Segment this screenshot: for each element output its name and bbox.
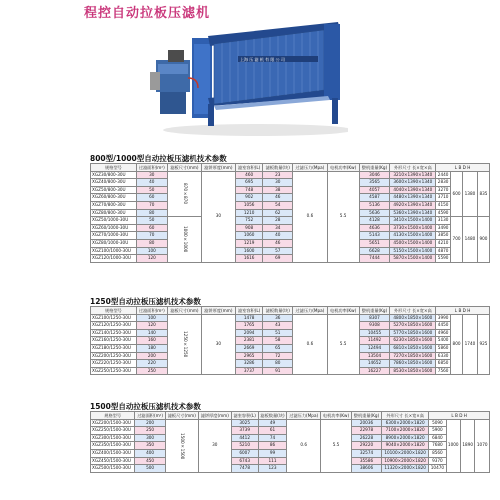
weight-cell: 14652 bbox=[359, 360, 390, 368]
table-row bbox=[91, 314, 490, 322]
plate-size-cell: 1250×1250 bbox=[167, 314, 201, 375]
dimensions-cell: 6810×1850×1600 bbox=[390, 344, 436, 352]
weight-cell: 16227 bbox=[359, 367, 390, 375]
column-header: 滤板尺寸(mm) bbox=[165, 412, 198, 420]
area-cell: 250 bbox=[136, 367, 167, 375]
weight-cell: 6628 bbox=[359, 247, 390, 255]
cake-thickness-cell: 30 bbox=[201, 314, 235, 375]
weight-cell: 9308 bbox=[359, 322, 390, 330]
b-cell: 700 bbox=[451, 217, 463, 263]
dimensions-cell: 5360×1390×1340 bbox=[390, 209, 436, 217]
area-cell: 500 bbox=[135, 465, 165, 473]
plate-count-cell: 58 bbox=[263, 337, 293, 345]
dimensions-cell: 4040×1390×1340 bbox=[390, 186, 436, 194]
model-cell: XGZ30/800-30U bbox=[91, 171, 137, 179]
table-row bbox=[91, 224, 490, 232]
d-cell: 1740 bbox=[463, 314, 478, 375]
area-cell: 60 bbox=[136, 224, 167, 232]
model-cell: XGZ140/1250-30U bbox=[91, 329, 137, 337]
area-cell: 30 bbox=[136, 171, 167, 179]
weight-cell: 5651 bbox=[359, 239, 390, 247]
column-header: 滤板数量(块) bbox=[263, 307, 293, 315]
dimensions-cell: 11320×2000×1820 bbox=[382, 465, 429, 473]
model-cell: XGZ180/1250-30U bbox=[91, 344, 137, 352]
plate-count-cell: 34 bbox=[263, 224, 293, 232]
length-cell: 5590 bbox=[436, 255, 451, 263]
table-row bbox=[91, 194, 490, 202]
b-cell: 800 bbox=[451, 314, 463, 375]
section-heading-1500: 1500型自动拉板压滤机技术参数 bbox=[90, 402, 201, 411]
model-cell: XGZ120/1000-30U bbox=[91, 255, 137, 263]
page-title: 程控自动拉板压滤机 bbox=[84, 6, 211, 21]
dimensions-cell: 10900×2000×1820 bbox=[382, 457, 429, 465]
weight-cell: 4128 bbox=[359, 217, 390, 225]
length-cell: 4960 bbox=[436, 329, 451, 337]
model-cell: XGZ450/1500-30U bbox=[91, 457, 135, 465]
length-cell: 5400 bbox=[436, 337, 451, 345]
pressure-cell: 0.6 bbox=[287, 419, 321, 472]
weight-cell: 38606 bbox=[351, 465, 381, 473]
model-cell: XGZ160/1250-30U bbox=[91, 337, 137, 345]
length-cell: 5860 bbox=[436, 344, 451, 352]
weight-cell: 29220 bbox=[351, 442, 381, 450]
column-header: 外形尺寸 长×宽×高 bbox=[382, 412, 429, 420]
volume-cell: 3739 bbox=[231, 427, 258, 435]
weight-cell: 8307 bbox=[359, 314, 390, 322]
model-cell: XGZ120/1250-30U bbox=[91, 322, 137, 330]
table-row bbox=[91, 367, 490, 375]
dimensions-cell: 6230×1850×1600 bbox=[390, 337, 436, 345]
model-cell: XGZ400/1500-30U bbox=[91, 449, 135, 457]
dimensions-cell: 8530×1850×1600 bbox=[390, 367, 436, 375]
area-cell: 180 bbox=[136, 344, 167, 352]
column-header: L B D H bbox=[436, 164, 490, 172]
table-row bbox=[91, 239, 490, 247]
model-cell: XGZ70/1000-30U bbox=[91, 232, 137, 240]
volume-cell: 1616 bbox=[235, 255, 263, 263]
length-cell: 9370 bbox=[429, 457, 446, 465]
column-header: 外形尺寸 长×宽×高 bbox=[390, 164, 436, 172]
volume-cell: 1600 bbox=[235, 247, 263, 255]
volume-cell: 1210 bbox=[235, 209, 263, 217]
table-row bbox=[91, 209, 490, 217]
table-row bbox=[91, 179, 490, 187]
plate-count-cell: 65 bbox=[263, 344, 293, 352]
volume-cell: 1056 bbox=[235, 201, 263, 209]
column-header: 滤饼厚度(mm) bbox=[201, 164, 235, 172]
model-cell: XGZ50/800-30U bbox=[91, 186, 137, 194]
plate-count-cell: 74 bbox=[258, 434, 287, 442]
dimensions-cell: 3210×1390×1340 bbox=[390, 171, 436, 179]
power-cell: 5.5 bbox=[327, 171, 359, 262]
volume-cell: 902 bbox=[235, 194, 263, 202]
d-cell: 1380 bbox=[463, 171, 478, 217]
volume-cell: 2381 bbox=[235, 337, 263, 345]
column-header: 整机重量(Kg) bbox=[359, 164, 390, 172]
filter-press-illustration bbox=[148, 18, 348, 140]
model-cell: XGZ50/1000-30U bbox=[91, 217, 137, 225]
model-cell: XGZ40/800-30U bbox=[91, 179, 137, 187]
dimensions-cell: 3730×1500×1400 bbox=[390, 224, 436, 232]
dimensions-cell: 5150×1500×1400 bbox=[390, 247, 436, 255]
weight-cell: 5136 bbox=[359, 201, 390, 209]
length-cell: 8560 bbox=[429, 449, 446, 457]
volume-cell: 2965 bbox=[235, 352, 263, 360]
length-cell: 6840 bbox=[429, 434, 446, 442]
dimensions-cell: 4480×1390×1340 bbox=[390, 194, 436, 202]
weight-cell: 3565 bbox=[359, 179, 390, 187]
dimensions-cell: 7100×2000×1820 bbox=[382, 427, 429, 435]
length-cell: 4210 bbox=[436, 239, 451, 247]
volume-cell: 6007 bbox=[231, 449, 258, 457]
spec-table-1500 bbox=[90, 411, 490, 473]
model-cell: XGZ80/800-30U bbox=[91, 209, 137, 217]
plate-size-cell: 1000×1000 bbox=[167, 217, 201, 263]
area-cell: 140 bbox=[136, 329, 167, 337]
column-header: L B D H bbox=[436, 307, 490, 315]
dimensions-cell: 4920×1390×1340 bbox=[390, 201, 436, 209]
plate-count-cell: 46 bbox=[263, 239, 293, 247]
length-cell: 5090 bbox=[429, 419, 446, 427]
volume-cell: 2669 bbox=[235, 344, 263, 352]
plate-count-cell: 43 bbox=[263, 322, 293, 330]
cake-thickness-cell: 30 bbox=[201, 171, 235, 262]
column-header: 外形尺寸 长×宽×高 bbox=[390, 307, 436, 315]
spec-table-1250 bbox=[90, 306, 490, 375]
table-row bbox=[91, 344, 490, 352]
model-cell: XGZ500/1500-30U bbox=[91, 465, 135, 473]
weight-cell: 7444 bbox=[359, 255, 390, 263]
area-cell: 120 bbox=[136, 255, 167, 263]
column-header: 过滤压力(Mpa) bbox=[287, 412, 321, 420]
model-cell: XGZ60/800-30U bbox=[91, 194, 137, 202]
column-header: 过滤压力(Mpa) bbox=[293, 164, 328, 172]
volume-cell: 1478 bbox=[235, 314, 263, 322]
table-row bbox=[91, 419, 490, 427]
area-cell: 100 bbox=[136, 247, 167, 255]
area-cell: 250 bbox=[135, 427, 165, 435]
weight-cell: 4636 bbox=[359, 224, 390, 232]
table-row bbox=[91, 352, 490, 360]
power-cell: 5.5 bbox=[327, 314, 359, 375]
column-header: 整机重量(Kg) bbox=[359, 307, 390, 315]
table-header-row bbox=[91, 307, 490, 315]
length-cell: 6330 bbox=[436, 352, 451, 360]
plate-count-cell: 69 bbox=[263, 255, 293, 263]
plate-count-cell: 23 bbox=[263, 171, 293, 179]
table-row bbox=[91, 322, 490, 330]
column-header: 滤板尺寸(mm) bbox=[167, 307, 201, 315]
dimensions-cell: 5270×1850×1600 bbox=[390, 322, 436, 330]
table-row bbox=[91, 217, 490, 225]
area-cell: 220 bbox=[136, 360, 167, 368]
plate-count-cell: 62 bbox=[263, 209, 293, 217]
machine-nameplate: 上海 压 滤 机 有 限 公 司 bbox=[240, 57, 285, 62]
dimensions-cell: 6300×2000×1820 bbox=[382, 419, 429, 427]
length-cell: 4590 bbox=[436, 209, 451, 217]
plate-count-cell: 30 bbox=[263, 179, 293, 187]
table-row bbox=[91, 255, 490, 263]
model-cell: XGZ100/1000-30U bbox=[91, 247, 137, 255]
power-cell: 5.5 bbox=[321, 419, 352, 472]
h-cell: 900 bbox=[477, 217, 489, 263]
length-cell: 3710 bbox=[436, 194, 451, 202]
column-header: 规格型号 bbox=[91, 164, 137, 172]
volume-cell: 5210 bbox=[231, 442, 258, 450]
plate-count-cell: 91 bbox=[263, 367, 293, 375]
plate-size-cell: 1500×1500 bbox=[165, 419, 198, 472]
weight-cell: 4057 bbox=[359, 186, 390, 194]
plate-count-cell: 111 bbox=[258, 457, 287, 465]
length-cell: 2440 bbox=[436, 171, 451, 179]
volume-cell: 1060 bbox=[235, 232, 263, 240]
pressure-cell: 0.6 bbox=[293, 314, 328, 375]
dimensions-cell: 3410×1500×1400 bbox=[390, 217, 436, 225]
model-cell: XGZ100/1250-30U bbox=[91, 314, 137, 322]
table-row bbox=[91, 337, 490, 345]
weight-cell: 32574 bbox=[351, 449, 381, 457]
table-row bbox=[91, 171, 490, 179]
column-header: 滤板尺寸(mm) bbox=[167, 164, 201, 172]
column-header: 滤板数量(块) bbox=[258, 412, 287, 420]
length-cell: 3490 bbox=[436, 224, 451, 232]
length-cell: 3850 bbox=[436, 232, 451, 240]
area-cell: 350 bbox=[135, 442, 165, 450]
volume-cell: 908 bbox=[235, 224, 263, 232]
area-cell: 80 bbox=[136, 239, 167, 247]
volume-cell: 1219 bbox=[235, 239, 263, 247]
plate-count-cell: 86 bbox=[258, 442, 287, 450]
volume-cell: 7478 bbox=[231, 465, 258, 473]
length-cell: 5900 bbox=[429, 427, 446, 435]
model-cell: XGZ70/800-30U bbox=[91, 201, 137, 209]
column-header: 电机功率(Kw) bbox=[327, 164, 359, 172]
dimensions-cell: 3600×1390×1340 bbox=[390, 179, 436, 187]
area-cell: 60 bbox=[136, 194, 167, 202]
plate-count-cell: 123 bbox=[258, 465, 287, 473]
area-cell: 100 bbox=[136, 314, 167, 322]
column-header: L B D H bbox=[429, 412, 490, 420]
weight-cell: 22978 bbox=[351, 427, 381, 435]
column-header: 滤室容积(L) bbox=[231, 412, 258, 420]
dimensions-cell: 8900×2000×1820 bbox=[382, 434, 429, 442]
plate-count-cell: 49 bbox=[258, 419, 287, 427]
model-cell: XGZ250/1250-30U bbox=[91, 367, 137, 375]
model-cell: XGZ60/1000-30U bbox=[91, 224, 137, 232]
area-cell: 200 bbox=[135, 419, 165, 427]
area-cell: 70 bbox=[136, 201, 167, 209]
volume-cell: 695 bbox=[235, 179, 263, 187]
column-header: 过滤面积(m²) bbox=[136, 164, 167, 172]
area-cell: 400 bbox=[135, 449, 165, 457]
b-cell: 600 bbox=[451, 171, 463, 217]
dimensions-cell: 10100×2000×1820 bbox=[382, 449, 429, 457]
column-header: 电机功率(Kw) bbox=[321, 412, 352, 420]
column-header: 过滤面积(m²) bbox=[135, 412, 165, 420]
length-cell: 3270 bbox=[436, 186, 451, 194]
d-cell: 1480 bbox=[463, 217, 478, 263]
plate-count-cell: 51 bbox=[263, 329, 293, 337]
plate-count-cell: 61 bbox=[258, 427, 287, 435]
weight-cell: 35586 bbox=[351, 457, 381, 465]
area-cell: 50 bbox=[136, 217, 167, 225]
volume-cell: 3737 bbox=[235, 367, 263, 375]
plate-count-cell: 28 bbox=[263, 217, 293, 225]
weight-cell: 10455 bbox=[359, 329, 390, 337]
length-cell: 7560 bbox=[436, 367, 451, 375]
h-cell: 925 bbox=[477, 314, 489, 375]
table-row bbox=[91, 232, 490, 240]
model-cell: XGZ200/1500-30U bbox=[91, 419, 135, 427]
table-row bbox=[91, 201, 490, 209]
column-header: 滤板数量(块) bbox=[263, 164, 293, 172]
volume-cell: 3286 bbox=[235, 360, 263, 368]
model-cell: XGZ220/1250-30U bbox=[91, 360, 137, 368]
area-cell: 300 bbox=[135, 434, 165, 442]
dimensions-cell: 4800×1850×1600 bbox=[390, 314, 436, 322]
column-header: 整机重量(Kg) bbox=[351, 412, 381, 420]
volume-cell: 4412 bbox=[231, 434, 258, 442]
table-row bbox=[91, 186, 490, 194]
length-cell: 10470 bbox=[429, 465, 446, 473]
weight-cell: 4587 bbox=[359, 194, 390, 202]
column-header: 规格型号 bbox=[91, 307, 137, 315]
dimensions-cell: 9040×2000×1820 bbox=[382, 442, 429, 450]
model-cell: XGZ80/1000-30U bbox=[91, 239, 137, 247]
h-cell: 1070 bbox=[475, 419, 490, 472]
plate-count-cell: 40 bbox=[263, 232, 293, 240]
model-cell: XGZ250/1500-30U bbox=[91, 427, 135, 435]
cake-thickness-cell: 30 bbox=[198, 419, 231, 472]
column-header: 滤饼厚度(mm) bbox=[198, 412, 231, 420]
dimensions-cell: 4500×1500×1400 bbox=[390, 239, 436, 247]
length-cell: 3990 bbox=[436, 314, 451, 322]
h-cell: 835 bbox=[477, 171, 489, 217]
area-cell: 450 bbox=[135, 457, 165, 465]
weight-cell: 5143 bbox=[359, 232, 390, 240]
weight-cell: 20036 bbox=[351, 419, 381, 427]
dimensions-cell: 7270×1850×1600 bbox=[390, 352, 436, 360]
plate-count-cell: 38 bbox=[263, 186, 293, 194]
plate-count-cell: 72 bbox=[263, 352, 293, 360]
section-heading-1250: 1250型自动拉板压滤机技术参数 bbox=[90, 297, 201, 306]
length-cell: 2830 bbox=[436, 179, 451, 187]
volume-cell: 752 bbox=[235, 217, 263, 225]
column-header: 滤室容积(L) bbox=[235, 164, 263, 172]
length-cell: 7680 bbox=[429, 442, 446, 450]
plate-size-cell: 870×870 bbox=[167, 171, 201, 217]
weight-cell: 11492 bbox=[359, 337, 390, 345]
area-cell: 70 bbox=[136, 232, 167, 240]
table-header-row bbox=[91, 164, 490, 172]
area-cell: 80 bbox=[136, 209, 167, 217]
dimensions-cell: 7860×1850×1600 bbox=[390, 360, 436, 368]
table-header-row bbox=[91, 412, 490, 420]
d-cell: 1890 bbox=[460, 419, 474, 472]
column-header: 电机功率(Kw) bbox=[327, 307, 359, 315]
table-row bbox=[91, 329, 490, 337]
weight-cell: 26228 bbox=[351, 434, 381, 442]
plate-count-cell: 80 bbox=[263, 360, 293, 368]
length-cell: 4150 bbox=[436, 201, 451, 209]
section-heading-800-1000: 800型/1000型自动拉板压滤机技术参数 bbox=[90, 154, 227, 163]
volume-cell: 460 bbox=[235, 171, 263, 179]
spec-table-800-1000 bbox=[90, 163, 490, 263]
volume-cell: 6743 bbox=[231, 457, 258, 465]
model-cell: XGZ300/1500-30U bbox=[91, 434, 135, 442]
length-cell: 4870 bbox=[436, 247, 451, 255]
table-row bbox=[91, 360, 490, 368]
area-cell: 200 bbox=[136, 352, 167, 360]
volume-cell: 3025 bbox=[231, 419, 258, 427]
pressure-cell: 0.6 bbox=[293, 171, 328, 262]
length-cell: 3130 bbox=[436, 217, 451, 225]
dimensions-cell: 5770×1850×1600 bbox=[390, 329, 436, 337]
area-cell: 120 bbox=[136, 322, 167, 330]
weight-cell: 13504 bbox=[359, 352, 390, 360]
weight-cell: 12494 bbox=[359, 344, 390, 352]
volume-cell: 1765 bbox=[235, 322, 263, 330]
weight-cell: 3046 bbox=[359, 171, 390, 179]
area-cell: 160 bbox=[136, 337, 167, 345]
plate-count-cell: 54 bbox=[263, 201, 293, 209]
column-header: 滤室容积(L) bbox=[235, 307, 263, 315]
volume-cell: 2094 bbox=[235, 329, 263, 337]
column-header: 过滤面积(m²) bbox=[136, 307, 167, 315]
model-cell: XGZ350/1500-30U bbox=[91, 442, 135, 450]
area-cell: 50 bbox=[136, 186, 167, 194]
model-cell: XGZ200/1250-30U bbox=[91, 352, 137, 360]
plate-count-cell: 46 bbox=[263, 194, 293, 202]
length-cell: 4450 bbox=[436, 322, 451, 330]
dimensions-cell: 5870×1500×1400 bbox=[390, 255, 436, 263]
column-header: 滤饼厚度(mm) bbox=[201, 307, 235, 315]
plate-count-cell: 99 bbox=[258, 449, 287, 457]
b-cell: 1000 bbox=[446, 419, 460, 472]
plate-count-cell: 57 bbox=[263, 247, 293, 255]
table-row bbox=[91, 247, 490, 255]
column-header: 规格型号 bbox=[91, 412, 135, 420]
area-cell: 40 bbox=[136, 179, 167, 187]
length-cell: 6850 bbox=[436, 360, 451, 368]
weight-cell: 5636 bbox=[359, 209, 390, 217]
plate-count-cell: 36 bbox=[263, 314, 293, 322]
dimensions-cell: 4130×1500×1400 bbox=[390, 232, 436, 240]
column-header: 过滤压力(Mpa) bbox=[293, 307, 328, 315]
volume-cell: 748 bbox=[235, 186, 263, 194]
